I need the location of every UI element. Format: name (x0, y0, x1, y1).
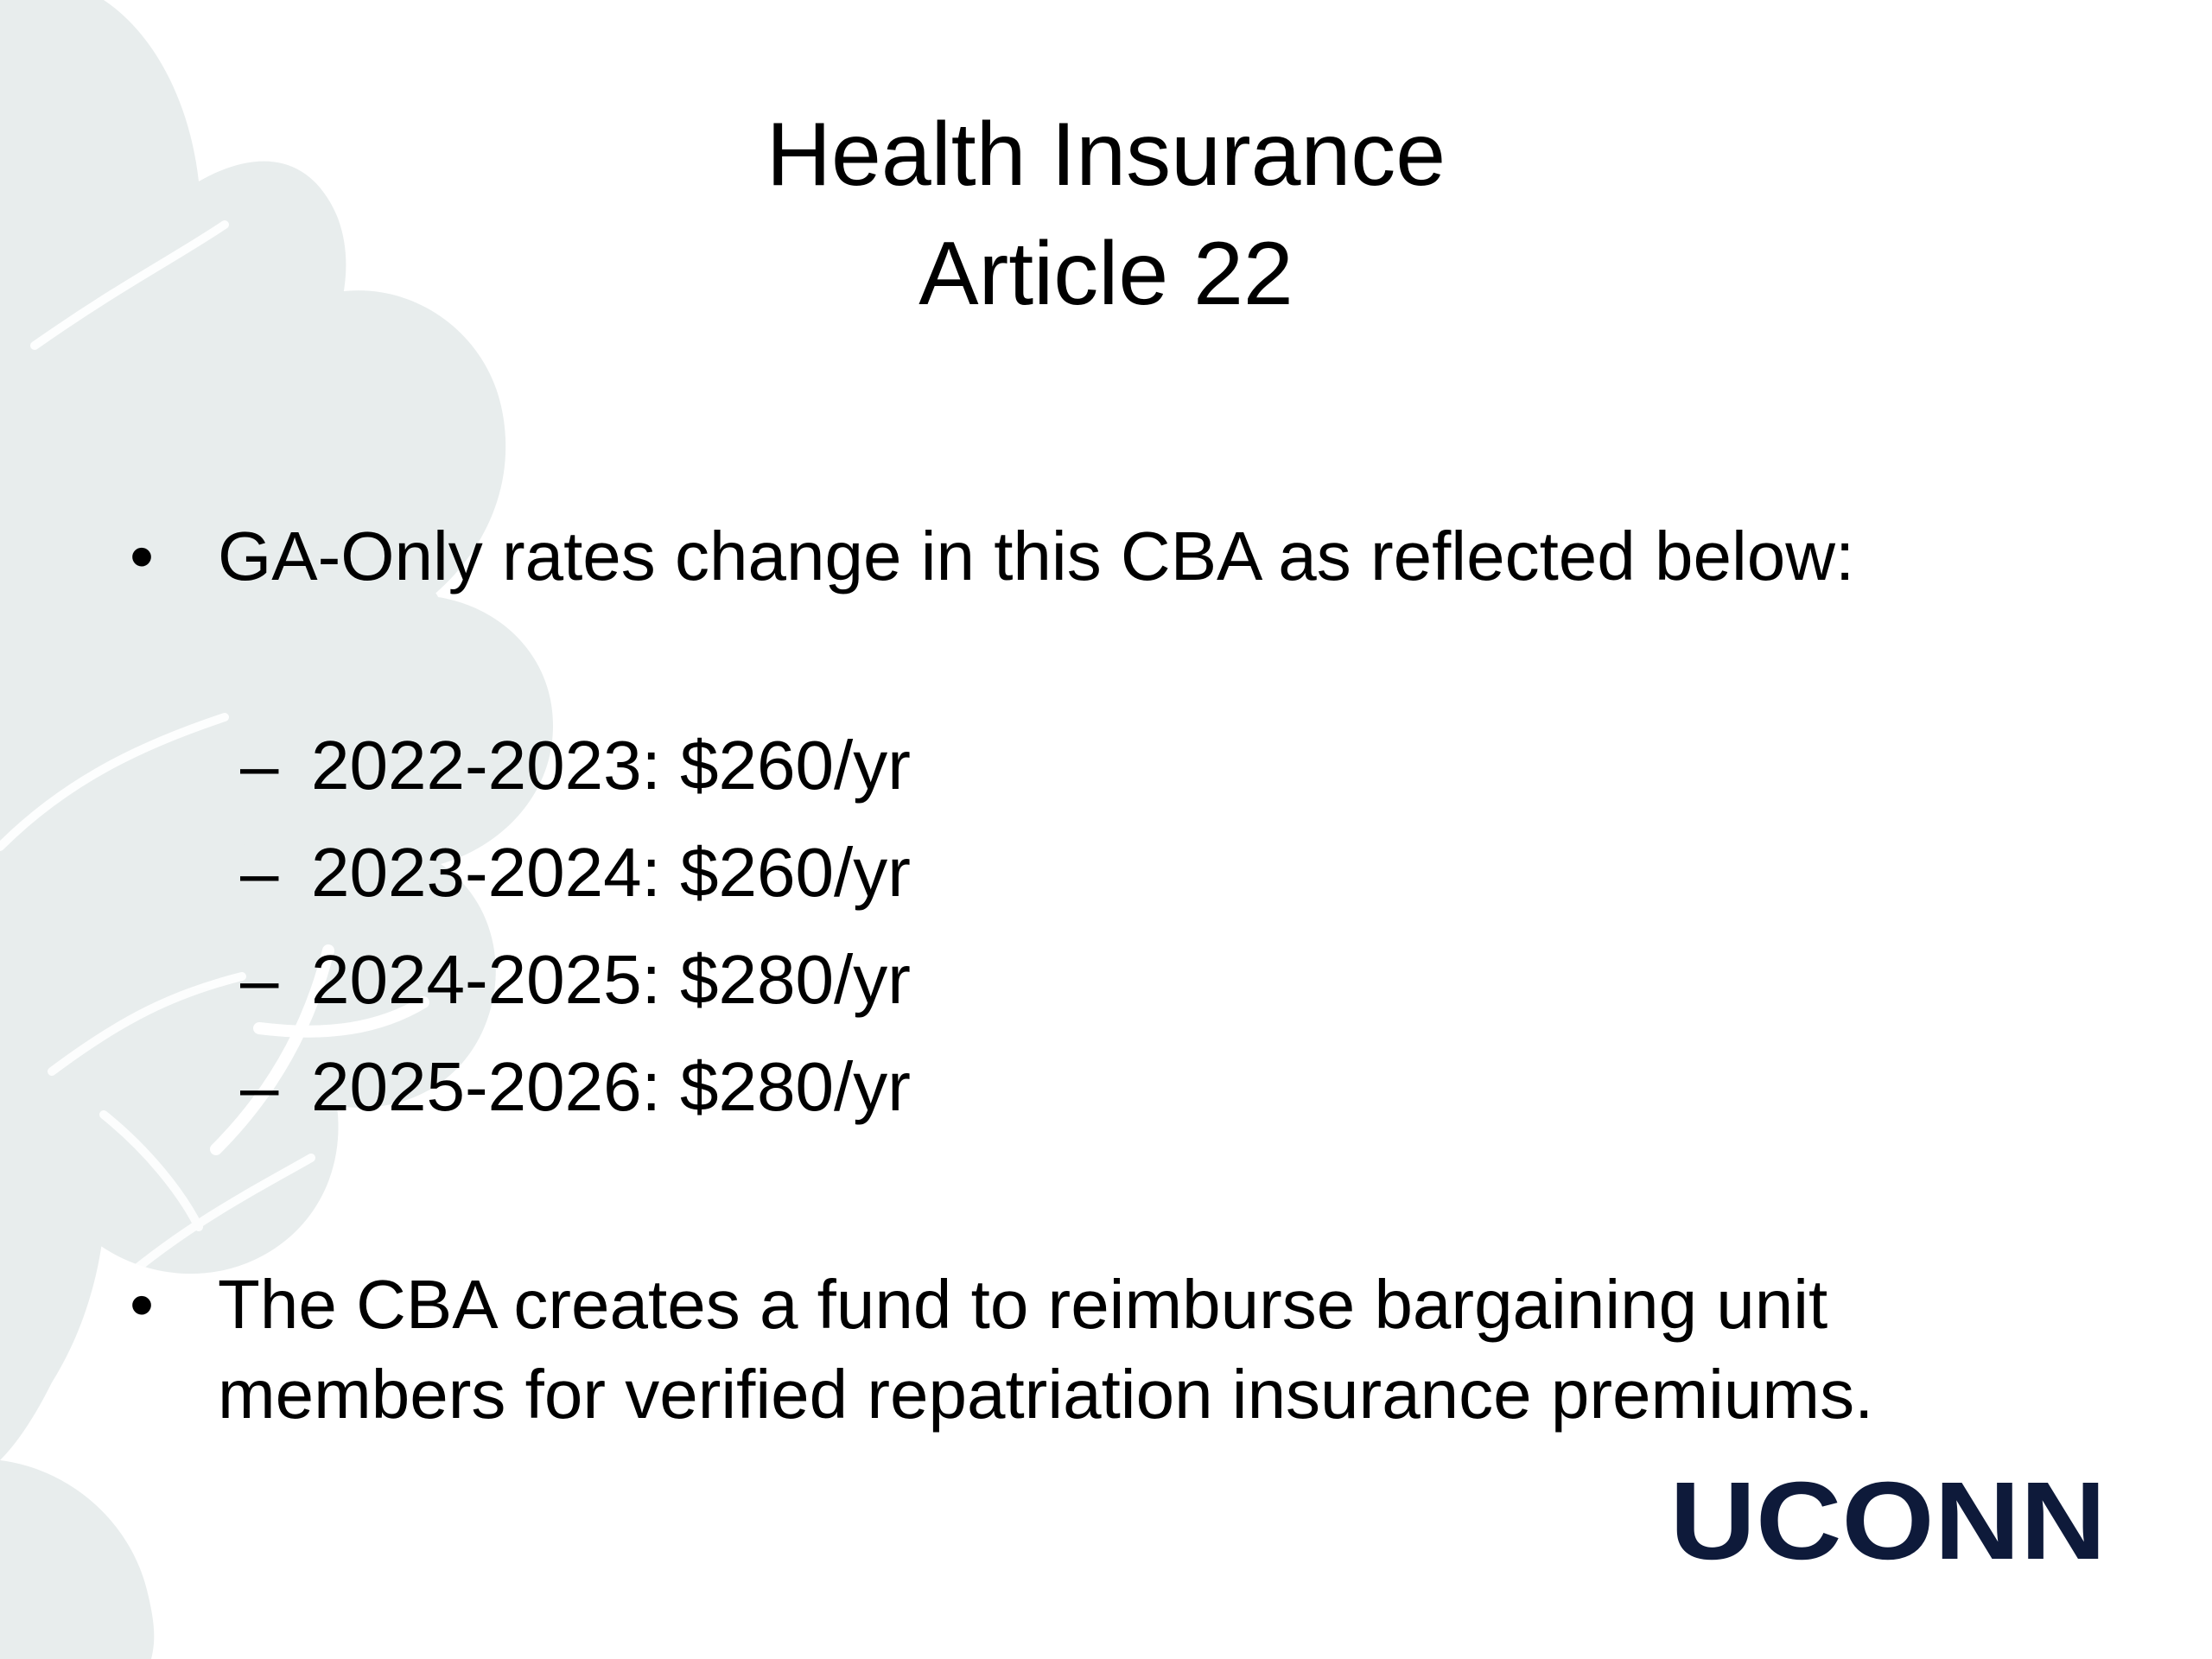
list-item (240, 935, 911, 1042)
list-item (240, 828, 911, 935)
rates-list (240, 721, 911, 1149)
dash-marker: – (240, 834, 279, 911)
bullet-text-line-2: members for verified repatriation insurance premiums. (218, 1356, 1874, 1433)
uconn-logo (1668, 1469, 2108, 1566)
dash-marker: – (240, 1048, 279, 1125)
dash-marker: – (240, 941, 279, 1018)
dash-marker: – (240, 727, 279, 804)
title-line-1: Health Insurance (766, 105, 1446, 205)
bullet-marker: • (130, 1266, 155, 1343)
bullet-text-line-1: The CBA creates a fund to reimburse bargaining unit (218, 1266, 1828, 1343)
list-item (240, 1042, 911, 1149)
slide-title (0, 95, 2212, 334)
title-line-2: Article 22 (918, 224, 1294, 324)
rate-text: 2023-2024: $260/yr (311, 834, 911, 911)
rate-text: 2024-2025: $280/yr (311, 941, 911, 1018)
bullet-marker: • (130, 518, 155, 594)
bullet-text: GA-Only rates change in this CBA as reflected below: (218, 518, 1855, 594)
list-item (240, 721, 911, 828)
rate-text: 2025-2026: $280/yr (311, 1048, 911, 1125)
logo-wordmark: UCONN (1669, 1469, 2107, 1566)
bullet-text (218, 1260, 1873, 1440)
rate-text: 2022-2023: $260/yr (311, 727, 911, 804)
